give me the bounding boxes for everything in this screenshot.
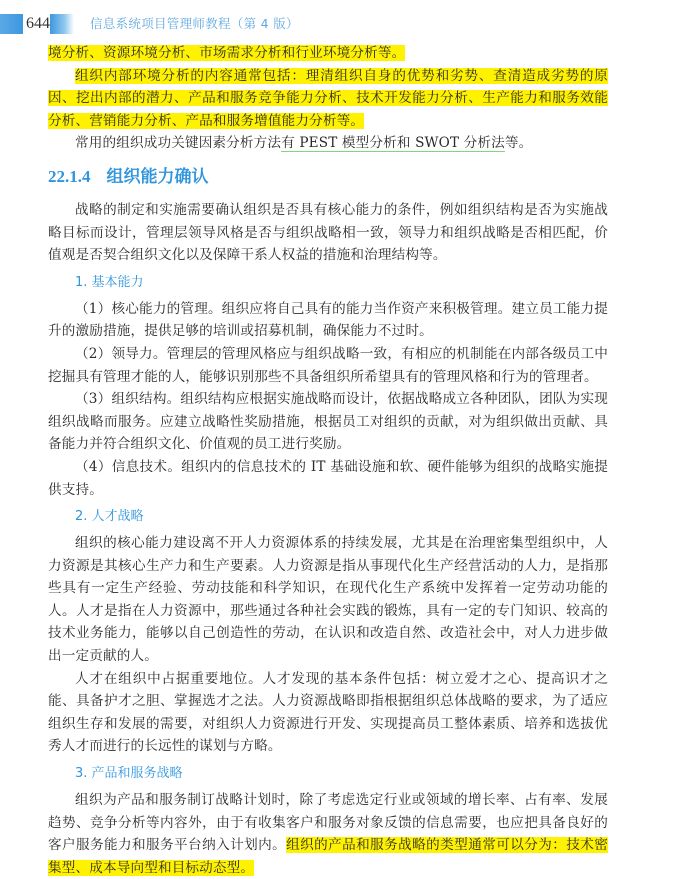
subheading-basic-capability: 1. 基本能力 [75, 274, 144, 290]
list-item-org-structure: （3）组织结构。组织结构应根据实施战略而设计，依据战略成立各种团队，团队为实现组织战略而服务。应建立战略性奖励措施，根据员工对组织的贡献，对为组织做出贡献、具备能力并符合组织文化、价值观的员工进行奖励。 [48, 391, 608, 453]
highlighted-text: 组织的产品和服务战略的类型通常可以分为：技术密集型、成本导向型和目标动态型。 [48, 837, 608, 876]
paragraph-product-service [48, 789, 608, 879]
subheading-talent-strategy: 2. 人才战略 [75, 509, 144, 525]
text: 组织为产品和服务制订战略计划时，除了考虑选定行业或领域的增长率、占有率、发展趋势、竞争分析等内容外，由于有收集客户和服务对象反馈的信息需要，也应把具备良好的客户服务能力和服务平台纳入计划内。 [48, 792, 608, 854]
list-item-leadership: （2）领导力。管理层的管理风格应与组织战略一致，有相应的机制能在内部各级员工中挖掘具有管理才能的人，能够识别那些不具备组织所希望具有的管理风格和行为的管理者。 [48, 345, 608, 385]
paragraph-internal-analysis [48, 65, 608, 133]
list-item-it: （4）信息技术。组织内的信息技术的 IT 基础设施和软、硬件能够为组织的战略实施提供支持。 [48, 458, 608, 498]
paragraph-env-analysis-tail [48, 42, 608, 65]
section-number: 22.1.4 [48, 166, 91, 186]
book-title: 信息系统项目管理师教程（第 4 版） [90, 16, 299, 31]
paragraph-talent-2: 人才在组织中占据重要地位。人才发现的基本条件包括：树立爱才之心、提高识才之能、具备护才之胆、掌握选才之法。人力资源战略即指根据组织总体战略的要求，为了适应组织生存和发展的需要，对组织人力资源进行开发、实现提高员工整体素质、培养和选拔优秀人才而进行的长远性的谋划与方略。 [48, 670, 608, 755]
underlined-text: 有 PEST 模型分析和 SWOT 分析法 [281, 135, 505, 152]
subheading-product-service-strategy: 3. 产品和服务战略 [75, 766, 183, 782]
text: 常用的组织成功关键因素分析方法 [75, 135, 282, 152]
paragraph-analysis-methods [48, 132, 608, 155]
paragraph-talent-1: 组织的核心能力建设离不开人力资源体系的持续发展，尤其是在治理密集型组织中，人力资源是其核心生产力和生产要素。人力资源是指从事现代化生产经营活动的人力，是指那些具有一定生产经验、劳动技能和科学知识，在现代化生产系统中发挥着一定劳动功能的人。人才是指在人力资源中，那些通过各种社会实践的锻炼，具有一定的专门知识、较高的技术业务能力，能够以自己创造性的劳动，在认识和改造自然、改造社会中，对人力进步做出一定贡献的人。 [48, 535, 608, 665]
header-color-bar-left [0, 14, 23, 34]
section-heading [48, 165, 608, 189]
page-number: 644 [26, 15, 50, 32]
highlighted-text: 组织内部环境分析的内容通常包括：理清组织自身的优势和劣势、查清造成劣势的原因、挖出内部的潜力、产品和服务竞争能力分析、技术开发能力分析、生产能力和服务效能分析、营销能力分析、产品和服务增值能力分析等。 [48, 67, 608, 129]
text: 等。 [504, 135, 533, 152]
page-body [48, 42, 608, 879]
section-title: 组织能力确认 [106, 166, 209, 187]
header-color-bar-right [50, 14, 74, 34]
highlighted-text: 境分析、资源环境分析、市场需求分析和行业环境分析等。 [48, 45, 406, 61]
page-header [0, 0, 690, 40]
paragraph-intro: 战略的制定和实施需要确认组织是否具有核心能力的条件，例如组织结构是否为实施战略目标而设计，管理层领导风格是否与组织战略相一致，领导力和组织战略是否相匹配，价值观是否契合组织文化以及保障干系人权益的措施和治理结构等。 [48, 201, 608, 264]
list-item-core-capability: （1）核心能力的管理。组织应将自己具有的能力当作资产来积极管理。建立员工能力提升的激励措施，提供足够的培训或招募机制，确保能力不过时。 [48, 300, 608, 340]
